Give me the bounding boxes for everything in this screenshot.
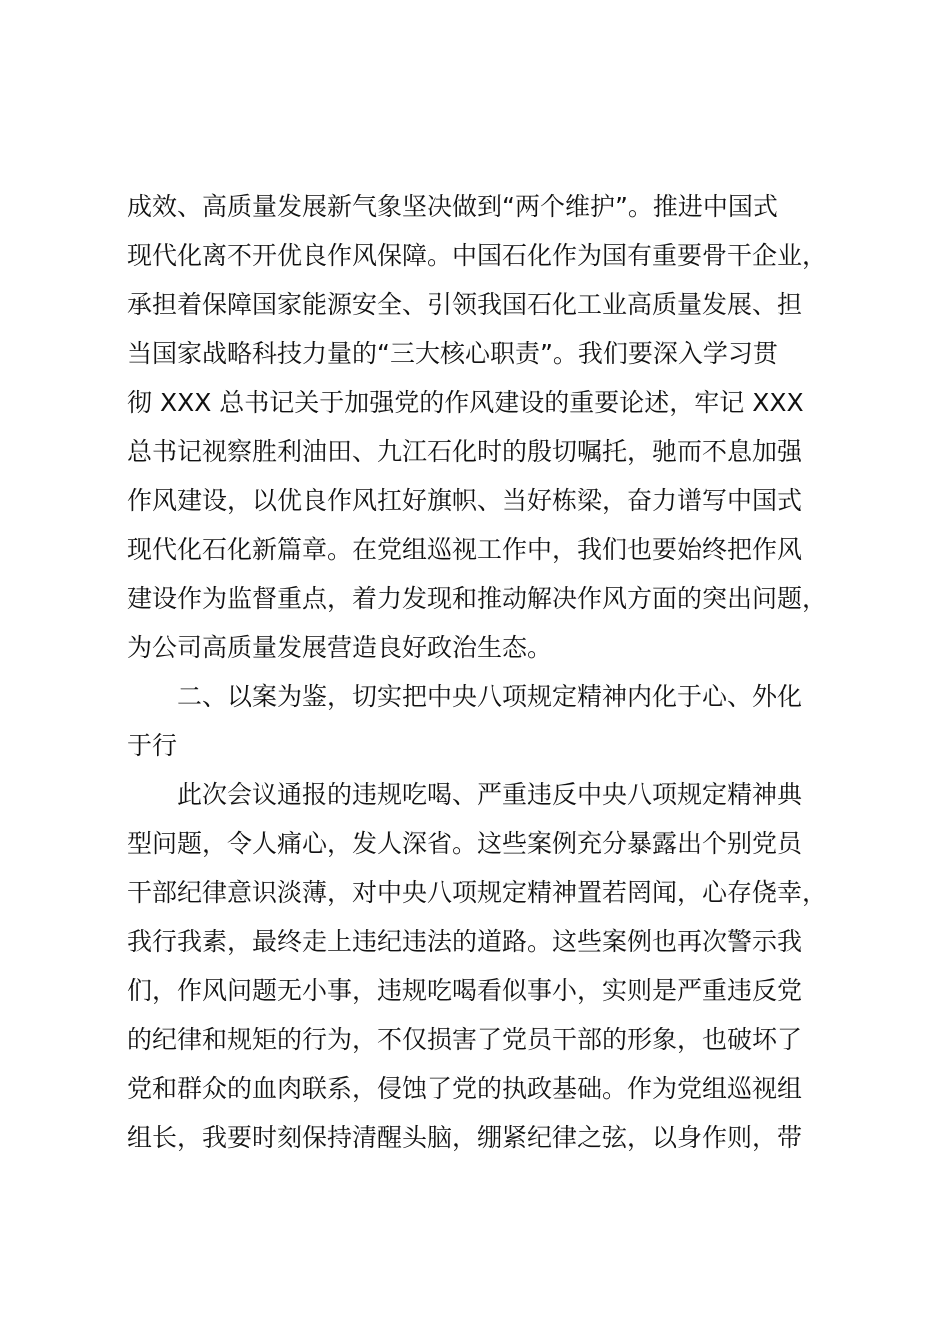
text-line: 建设作为监督重点，着力发现和推动解决作风方面的突出问题， [127,584,828,613]
text-line: 干部纪律意识淡薄，对中央八项规定精神置若罔闻，心存侥幸， [127,878,828,907]
text-line: 总书记视察胜利油田、九江石化时的殷切嘱托，驰而不息加强 [127,437,803,466]
body-text [127,182,847,1162]
section-heading-line: 于行 [127,731,178,760]
text-line: 彻 XXX 总书记关于加强党的作风建设的重要论述，牢记 XXX [127,388,804,417]
text-line: 当国家战略科技力量的“三大核心职责”。我们要深入学习贯 [127,339,778,368]
section-heading-line: 二、以案为鉴，切实把中央八项规定精神内化于心、外化 [177,682,803,711]
text-line: 型问题，令人痛心，发人深省。这些案例充分暴露出个别党员 [127,829,803,858]
text-line: 现代化离不开优良作风保障。中国石化作为国有重要骨干企业， [127,241,828,270]
text-line: 的纪律和规矩的行为，不仅损害了党员干部的形象，也破坏了 [127,1025,803,1054]
text-line: 们，作风问题无小事，违规吃喝看似事小，实则是严重违反党 [127,976,803,1005]
text-line: 我行我素，最终走上违纪违法的道路。这些案例也再次警示我 [127,927,803,956]
text-line: 组长，我要时刻保持清醒头脑，绷紧纪律之弦，以身作则，带 [127,1123,803,1152]
text-line: 现代化石化新篇章。在党组巡视工作中，我们也要始终把作风 [127,535,803,564]
text-line: 为公司高质量发展营造良好政治生态。 [127,633,553,662]
text-line: 党和群众的血肉联系，侵蚀了党的执政基础。作为党组巡视组 [127,1074,803,1103]
text-line: 此次会议通报的违规吃喝、严重违反中央八项规定精神典 [177,780,803,809]
text-line: 作风建设，以优良作风扛好旗帜、当好栋梁，奋力谱写中国式 [127,486,803,515]
text-line: 承担着保障国家能源安全、引领我国石化工业高质量发展、担 [127,290,803,319]
text-line: 成效、高质量发展新气象坚决做到“两个维护”。推进中国式 [127,192,778,221]
